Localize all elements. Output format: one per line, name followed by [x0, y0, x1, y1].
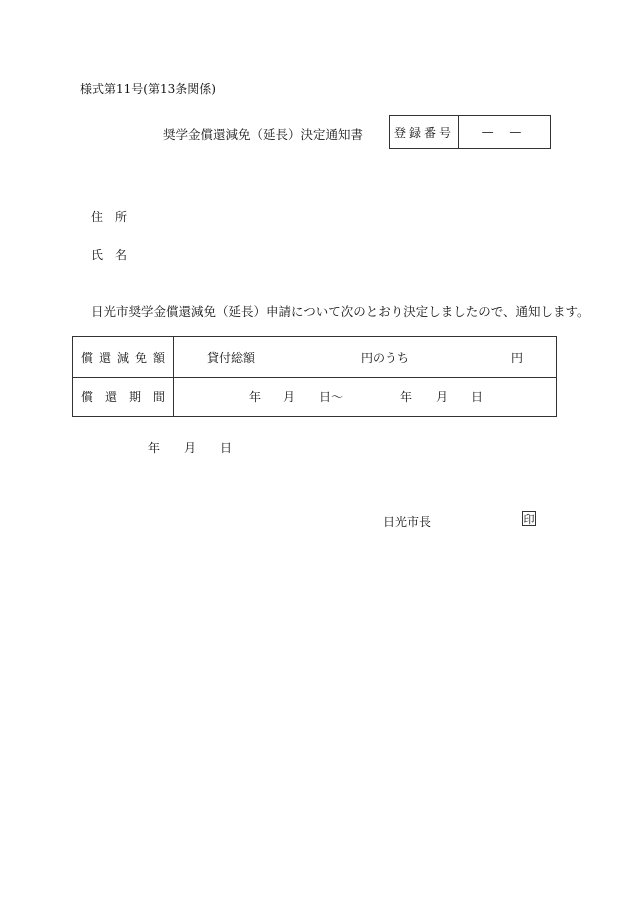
repayment-reduction-row	[73, 337, 556, 378]
registration-number-box	[389, 115, 551, 149]
repayment-period-row	[73, 377, 556, 416]
repayment-period-label	[73, 377, 174, 416]
registration-number-value: — —	[481, 125, 528, 139]
loan-total-label: 貸付総額	[207, 350, 256, 365]
issue-date	[148, 439, 232, 456]
seal-mark: 印	[523, 512, 535, 526]
form-number: 様式第11号(第13条関係)	[80, 82, 216, 96]
start-day-label: 日～	[319, 390, 344, 404]
start-month-label: 月	[283, 390, 296, 404]
issue-day-label: 日	[220, 441, 233, 455]
repayment-reduction-label	[73, 337, 174, 377]
label-char: 減	[116, 350, 129, 365]
issue-month-label: 月	[184, 441, 197, 455]
label-char: 償	[81, 350, 94, 365]
document-title: 奨学金償還減免（延長）決定通知書	[163, 127, 364, 142]
end-year-label: 年	[400, 390, 413, 404]
label-char: 還	[98, 350, 111, 365]
label-char: 償	[81, 390, 94, 404]
issue-year-label: 年	[148, 441, 161, 455]
registration-number-label: 登録番号	[390, 116, 459, 148]
label-char: 免	[134, 350, 147, 365]
decision-table	[72, 336, 557, 417]
start-year-label: 年	[249, 390, 262, 404]
end-month-label: 月	[436, 390, 449, 404]
address-label: 住所	[91, 210, 140, 224]
label-char: 還	[104, 390, 117, 404]
label-char: 期	[128, 390, 141, 404]
yen-of-label: 円のうち	[361, 350, 410, 365]
intro-text: 日光市奨学金償還減免（延長）申請について次のとおり決定しましたので、通知します。	[91, 304, 590, 319]
issuer-label: 日光市長	[383, 515, 432, 529]
name-label: 氏名	[91, 248, 140, 262]
label-char: 額	[152, 350, 165, 365]
label-char: 間	[152, 390, 165, 404]
yen-label: 円	[511, 350, 524, 365]
end-day-label: 日	[471, 390, 484, 404]
